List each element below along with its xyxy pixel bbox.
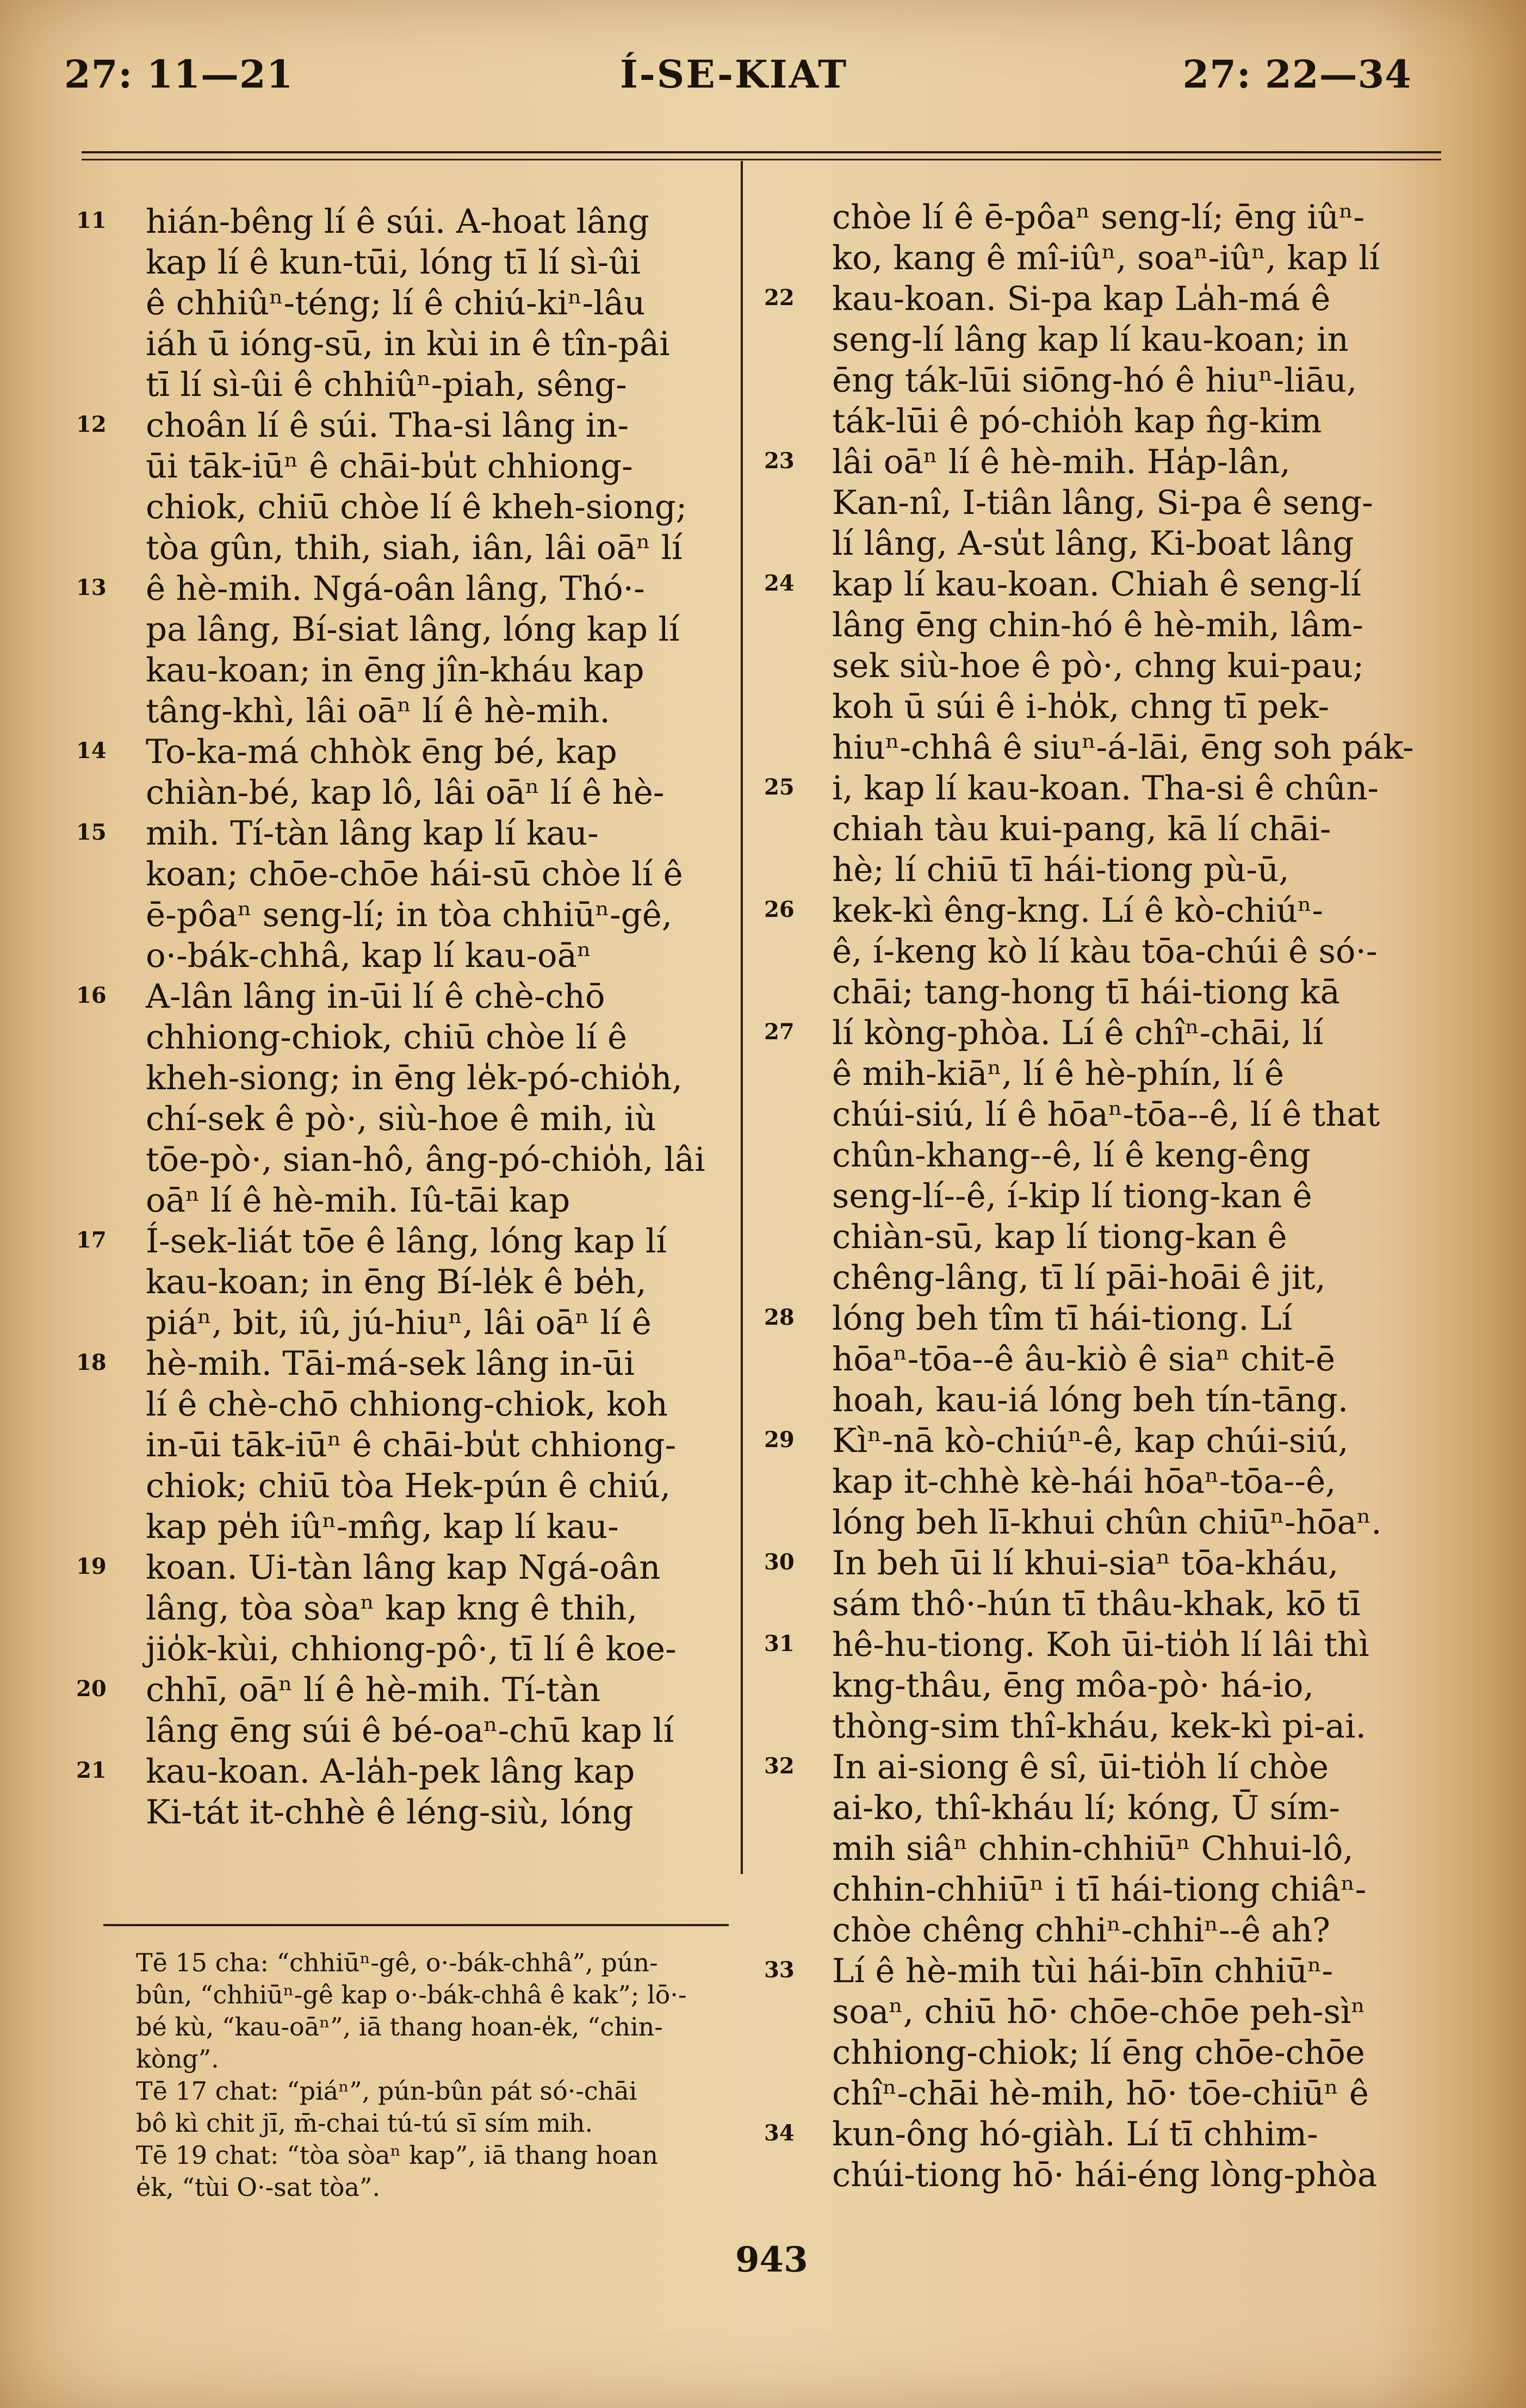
verse-number: 30 xyxy=(764,1549,795,1575)
text-line: koan; chōe-chōe hái-sū chòe lí ê xyxy=(146,855,683,893)
book-title: Í-SE-KIAT xyxy=(620,52,848,97)
right-text-column xyxy=(832,197,1436,2195)
text-line: mih siâⁿ chhin-chhiūⁿ Chhui-lô, xyxy=(832,1829,1354,1868)
footnote-line: Tē 19 chat: “tòa sòaⁿ kap”, iā thang hoan xyxy=(136,2140,658,2170)
verse-number: 26 xyxy=(764,897,795,922)
text-line: chûn-khang--ê, lí ê keng-êng xyxy=(832,1136,1311,1175)
verse-number: 31 xyxy=(764,1631,795,1656)
text-line: seng-lí--ê, í-kip lí tiong-kan ê xyxy=(832,1177,1312,1215)
verse-number: 32 xyxy=(764,1753,795,1779)
left-text-column xyxy=(146,201,741,1833)
text-line: tōe-pò·, sian-hô, âng-pó-chio̍h, lâi xyxy=(146,1140,705,1179)
text-line: Kìⁿ-nā kò-chiúⁿ-ê, kap chúi-siú, xyxy=(832,1422,1349,1460)
verse-number: 34 xyxy=(764,2120,795,2146)
text-line: pa lâng, Bí-siat lâng, lóng kap lí xyxy=(146,610,680,649)
text-line: To-ka-má chhòk ēng bé, kap xyxy=(146,733,617,771)
footnote-line: bô kì chit jī, m̄-chai tú-tú sī sím mih. xyxy=(136,2108,593,2138)
text-line: ē-pôaⁿ seng-lí; in tòa chhiūⁿ-gê, xyxy=(146,896,673,934)
header-rule-bottom xyxy=(82,159,1441,160)
text-line: lâng ēng súi ê bé-oaⁿ-chū kap lí xyxy=(146,1711,674,1750)
text-line: chêng-lâng, tī lí pāi-hoāi ê jit, xyxy=(832,1258,1326,1297)
footnote-line: Tē 17 chat: “piáⁿ”, pún-bûn pát só·-chāi xyxy=(136,2076,637,2106)
verse-number: 16 xyxy=(76,983,107,1008)
text-line: chúi-tiong hō· hái-éng lòng-phòa xyxy=(832,2156,1378,2194)
text-line: hián-bêng lí ê súi. A-hoat lâng xyxy=(146,202,649,241)
text-line: in-ūi tāk-iūⁿ ê chāi-bu̍t chhiong- xyxy=(146,1426,677,1464)
text-line: chîⁿ-chāi hè-mih, hō· tōe-chiūⁿ ê xyxy=(832,2074,1369,2113)
text-line: chí-sek ê pò·, siù-hoe ê mih, iù xyxy=(146,1100,656,1138)
text-line: chòe lí ê ē-pôaⁿ seng-lí; ēng iûⁿ- xyxy=(832,198,1365,237)
verse-number: 19 xyxy=(76,1554,107,1579)
verse-number: 28 xyxy=(764,1305,795,1330)
text-line: chiàn-bé, kap lô, lâi oāⁿ lí ê hè- xyxy=(146,773,665,812)
text-line: hè; lí chiū tī hái-tiong pù-ū, xyxy=(832,851,1289,889)
text-line: In ai-siong ê sî, ūi-tio̍h lí chòe xyxy=(832,1748,1329,1786)
text-line: kau-koan; in ēng jîn-kháu kap xyxy=(146,651,644,690)
text-line: lí ê chè-chō chhiong-chiok, koh xyxy=(146,1385,668,1424)
text-line: Í-sek-liát tōe ê lâng, lóng kap lí xyxy=(146,1222,667,1261)
text-line: choân lí ê súi. Tha-si lâng in- xyxy=(146,406,629,445)
header-rule-top xyxy=(82,151,1441,153)
text-line: ko, kang ê mî-iûⁿ, soaⁿ-iûⁿ, kap lí xyxy=(832,239,1380,277)
text-line: oāⁿ lí ê hè-mih. Iû-tāi kap xyxy=(146,1181,570,1220)
text-line: kek-kì êng-kng. Lí ê kò-chiúⁿ- xyxy=(832,891,1323,930)
footnote-line: Tē 15 cha: “chhiūⁿ-gê, o·-bák-chhâ”, pún- xyxy=(136,1948,658,1977)
text-line: jio̍k-kùi, chhiong-pô·, tī lí ê koe- xyxy=(146,1630,677,1668)
verse-number: 27 xyxy=(764,1019,795,1045)
verse-number: 11 xyxy=(76,208,107,233)
verse-number: 33 xyxy=(764,1957,795,1983)
text-line: tī lí sì-ûi ê chhiûⁿ-piah, sêng- xyxy=(146,365,627,404)
text-line: kheh-siong; in ēng le̍k-pó-chio̍h, xyxy=(146,1059,683,1097)
verse-number: 18 xyxy=(76,1350,107,1375)
text-line: chhiong-chiok, chiū chòe lí ê xyxy=(146,1018,628,1057)
text-line: A-lân lâng in-ūi lí ê chè-chō xyxy=(146,977,605,1016)
text-line: kap pe̍h iûⁿ-mn̂g, kap lí kau- xyxy=(146,1507,619,1546)
footnotes xyxy=(136,1947,745,2204)
left-chapter-ref: 27: 11—21 xyxy=(64,52,294,97)
text-line: chiok, chiū chòe lí ê kheh-siong; xyxy=(146,488,687,526)
text-line: hoah, kau-iá lóng beh tín-tāng. xyxy=(832,1381,1349,1419)
text-line: tâng-khì, lâi oāⁿ lí ê hè-mih. xyxy=(146,692,610,730)
text-line: Ki-tát it-chhè ê léng-siù, lóng xyxy=(146,1793,634,1832)
text-line: soaⁿ, chiū hō· chōe-chōe peh-sìⁿ xyxy=(832,1993,1366,2031)
text-line: kun-ông hó-giàh. Lí tī chhim- xyxy=(832,2115,1318,2153)
footnote-line: bûn, “chhiūⁿ-gê kap o·-bák-chhâ ê kak”; lō·- xyxy=(136,1980,687,2009)
verse-number: 12 xyxy=(76,412,107,437)
text-line: kau-koan; in ēng Bí-le̍k ê be̍h, xyxy=(146,1263,647,1301)
text-line: sám thô·-hún tī thâu-khak, kō tī xyxy=(832,1585,1361,1623)
text-line: sek siù-hoe ê pò·, chng kui-pau; xyxy=(832,647,1364,685)
text-line: chòe chêng chhiⁿ-chhiⁿ--ê ah? xyxy=(832,1911,1330,1950)
footnote-line: kòng”. xyxy=(136,2044,219,2074)
text-line: chhī, oāⁿ lí ê hè-mih. Tí-tàn xyxy=(146,1671,601,1709)
text-line: ê hè-mih. Ngá-oân lâng, Thó·- xyxy=(146,569,645,608)
text-line: mih. Tí-tàn lâng kap lí kau- xyxy=(146,814,599,853)
text-line: ê chhiûⁿ-téng; lí ê chiú-kiⁿ-lâu xyxy=(146,284,646,322)
verse-number: 29 xyxy=(764,1427,795,1453)
text-line: koan. Ui-tàn lâng kap Ngá-oân xyxy=(146,1548,661,1587)
text-line: ê mih-kiāⁿ, lí ê hè-phín, lí ê xyxy=(832,1054,1285,1093)
text-line: i, kap lí kau-koan. Tha-si ê chûn- xyxy=(832,769,1379,808)
verse-number: 20 xyxy=(76,1676,107,1702)
text-line: lâng ēng chin-hó ê hè-mih, lâm- xyxy=(832,606,1363,644)
text-line: kap lí kau-koan. Chiah ê seng-lí xyxy=(832,565,1361,604)
text-line: lí lâng, A-su̍t lâng, Ki-boat lâng xyxy=(832,524,1354,563)
text-line: hōaⁿ-tōa--ê âu-kiò ê siaⁿ chit-ē xyxy=(832,1340,1336,1379)
right-chapter-ref: 27: 22—34 xyxy=(1182,52,1412,97)
verse-number: 17 xyxy=(76,1227,107,1253)
text-line: kap it-chhè kè-hái hōaⁿ-tōa--ê, xyxy=(832,1462,1336,1501)
text-line: ê, í-keng kò lí kàu tōa-chúi ê só·- xyxy=(832,932,1378,971)
text-line: lâi oāⁿ lí ê hè-mih. Ha̍p-lân, xyxy=(832,443,1291,481)
verse-number: 24 xyxy=(764,570,795,596)
text-line: lí kòng-phòa. Lí ê chîⁿ-chāi, lí xyxy=(832,1014,1324,1052)
text-line: kng-thâu, ēng môa-pò· há-io, xyxy=(832,1666,1314,1705)
text-line: Kan-nî, I-tiân lâng, Si-pa ê seng- xyxy=(832,483,1373,522)
text-line: chiàn-sū, kap lí tiong-kan ê xyxy=(832,1218,1287,1256)
text-line: chhiong-chiok; lí ēng chōe-chōe xyxy=(832,2033,1365,2072)
verse-number: 21 xyxy=(76,1758,107,1783)
text-line: chāi; tang-hong tī hái-tiong kā xyxy=(832,973,1340,1011)
text-line: iáh ū ióng-sū, in kùi in ê tîn-pâi xyxy=(146,325,670,363)
text-line: lâng, tòa sòaⁿ kap kng ê thih, xyxy=(146,1589,638,1628)
verse-number: 23 xyxy=(764,448,795,474)
text-line: kau-koan. A-la̍h-pek lâng kap xyxy=(146,1752,635,1791)
text-line: piáⁿ, bit, iû, jú-hiuⁿ, lâi oāⁿ lí ê xyxy=(146,1304,652,1342)
text-line: chiah tàu kui-pang, kā lí chāi- xyxy=(832,810,1331,848)
text-line: lóng beh lī-khui chûn chiūⁿ-hōaⁿ. xyxy=(832,1503,1382,1542)
text-line: chúi-siú, lí ê hōaⁿ-tōa--ê, lí ê that xyxy=(832,1095,1380,1134)
text-line: seng-lí lâng kap lí kau-koan; in xyxy=(832,320,1349,359)
text-line: ai-ko, thî-kháu lí; kóng, Ū sím- xyxy=(832,1789,1341,1827)
verse-number: 25 xyxy=(764,774,795,800)
text-line: ūi tāk-iūⁿ ê chāi-bu̍t chhiong- xyxy=(146,447,633,486)
text-line: lóng beh tîm tī hái-tiong. Lí xyxy=(832,1299,1293,1338)
text-line: thòng-sim thî-kháu, kek-kì pi-ai. xyxy=(832,1707,1366,1746)
text-line: hiuⁿ-chhâ ê siuⁿ-á-lāi, ēng soh pák- xyxy=(832,728,1414,767)
footnote-rule xyxy=(103,1924,729,1926)
text-line: o·-bák-chhâ, kap lí kau-oāⁿ xyxy=(146,936,592,975)
footnote-line: bé kù, “kau-oāⁿ”, iā thang hoan-e̍k, “chin- xyxy=(136,2012,663,2041)
text-line: Lí ê hè-mih tùi hái-bīn chhiūⁿ- xyxy=(832,1952,1333,1990)
footnote-line: e̍k, “tùi O·-sat tòa”. xyxy=(136,2173,381,2202)
text-line: ēng ták-lūi siōng-hó ê hiuⁿ-liāu, xyxy=(832,361,1357,400)
text-line: hè-mih. Tāi-má-sek lâng in-ūi xyxy=(146,1344,635,1383)
text-line: kap lí ê kun-tūi, lóng tī lí sì-ûi xyxy=(146,243,641,282)
text-line: koh ū súi ê i-ho̍k, chng tī pek- xyxy=(832,687,1330,726)
verse-number: 14 xyxy=(76,738,107,764)
verse-number: 22 xyxy=(764,285,795,311)
text-line: kau-koan. Si-pa kap La̍h-má ê xyxy=(832,280,1331,318)
text-line: ták-lūi ê pó-chio̍h kap n̂g-kim xyxy=(832,402,1322,440)
page-number: 943 xyxy=(735,2239,808,2280)
verse-number: 13 xyxy=(76,575,107,600)
text-line: hê-hu-tiong. Koh ūi-tio̍h lí lâi thì xyxy=(832,1625,1369,1664)
text-line: chiok; chiū tòa Hek-pún ê chiú, xyxy=(146,1467,671,1505)
text-line: tòa gûn, thih, siah, iân, lâi oāⁿ lí xyxy=(146,529,683,567)
text-line: chhin-chhiūⁿ i tī hái-tiong chiâⁿ- xyxy=(832,1870,1367,1909)
text-line: In beh ūi lí khui-siaⁿ tōa-kháu, xyxy=(832,1544,1339,1582)
verse-number: 15 xyxy=(76,820,107,845)
